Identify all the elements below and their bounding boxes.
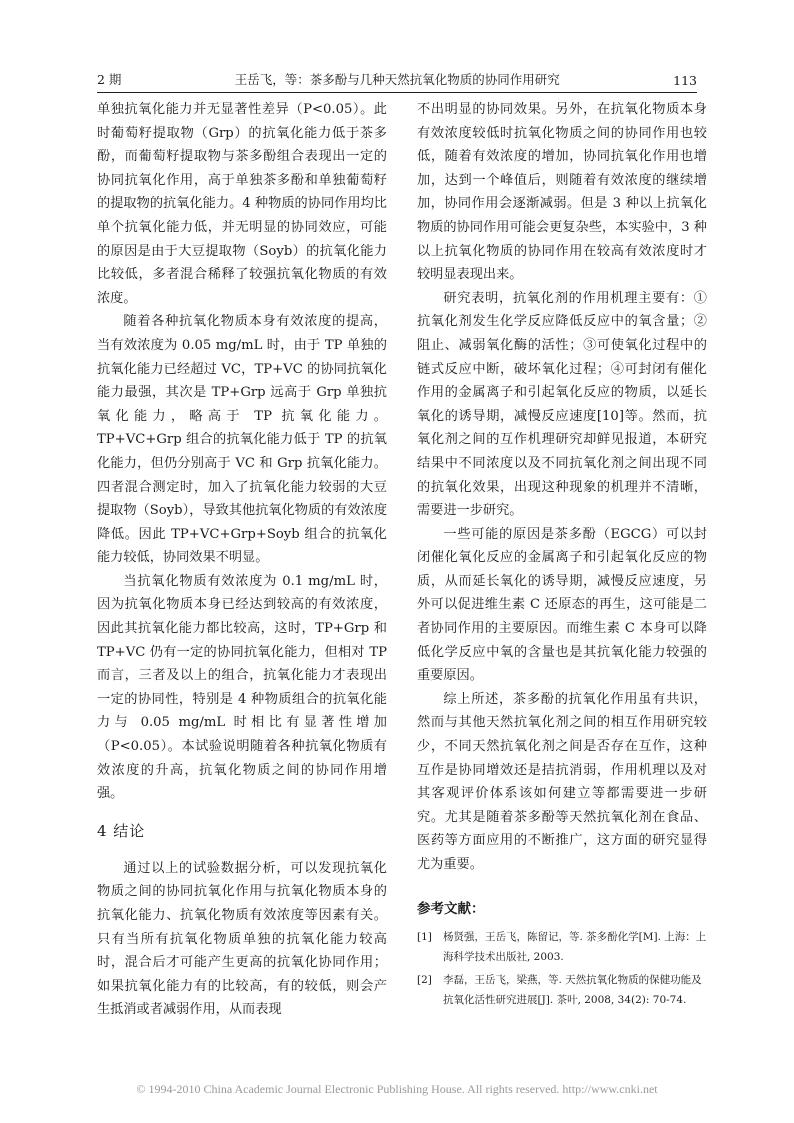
reference-item (417, 970, 707, 1010)
paragraph: 一些可能的原因是茶多酚（EGCG）可以封闭催化氧化反应的金属离子和引起氧化反应的物质，从而延长氧化的诱导期，减慢反应速度，另外可以促进维生素 C 还原态的再生，这可能是二者协同作用的主要原因。而维生素 C 本身可以降低化学反应中氧的含量也是其抗氧化能力较强的重要原因。 (417, 526, 707, 684)
reference-text: 李磊，王岳飞，梁燕，等. 天然抗氧化物质的保健功能及抗氧化活性研究进展[J]. 茶叶, 2008, 34(2): 70-74. (443, 973, 702, 1006)
paragraph: 当抗氧化物质有效浓度为 0.1 mg/mL 时，因为抗氧化物质本身已经达到较高的有效浓度，因此其抗氧化能力都比较高，这时，TP+Grp 和 TP+VC 仍有一定的协同抗氧化能力，但相对 TP 而言，三者及以上的组合，抗氧化能力才表现出一定的协同性，特别是 4 种物质组合的抗氧化能力与 0.05 mg/mL 时相比有显著性增加（P<0.05）。本试验说明随着各种抗氧化物质有效浓度的升高，抗氧化物质之间的协同作用增强。 (97, 573, 387, 802)
paragraph: 不出明显的协同效果。另外，在抗氧化物质本身有效浓度较低时抗氧化物质之间的协同作用也较低，随着有效浓度的增加，协同抗氧化作用也增加，达到一个峰值后，则随着有效浓度的继续增加，协同作用会逐渐减弱。但是 3 种以上抗氧化物质的协同作用可能会更复杂些，本实验中，3 种以上抗氧化物质的协同作用在较高有效浓度时才较明显表现出来。 (417, 102, 707, 283)
paragraph: 通过以上的试验数据分析，可以发现抗氧化物质之间的协同抗氧化作用与抗氧化物质本身的抗氧化能力、抗氧化物质有效浓度等因素有关。只有当所有抗氧化物质单独的抗氧化能力较高时，混合后才可能产生更高的抗氧化协同作用；如果抗氧化能力有的比较高，有的较低，则会产生抵消或者减弱作用，从而表现 (97, 860, 387, 1018)
reference-number: [1] (417, 930, 432, 943)
reference-number: [2] (417, 973, 432, 986)
reference-text: 杨贤强，王岳飞，陈留记，等. 茶多酚化学[M]. 上海：上海科学技术出版社, 2003. (443, 930, 707, 963)
references-heading: 参考文献： (417, 900, 485, 917)
copyright-footer: © 1994-2010 China Academic Journal Electronic Publishing House. All rights reserved. http://www.cnki.net (136, 1082, 658, 1096)
running-title: 王岳飞，等：茶多酚与几种天然抗氧化物质的协同作用研究 (234, 72, 560, 87)
paragraph: 单独抗氧化能力并无显著性差异（P<0.05）。此时葡萄籽提取物（Grp）的抗氧化能力低于茶多酚，而葡萄籽提取物与茶多酚组合表现出一定的协同抗氧化作用，高于单独茶多酚和单独葡萄籽的提取物的抗氧化能力。4 种物质的协同作用均比单个抗氧化能力低，并无明显的协同效应，可能的原因是由于大豆提取物（Soyb）的抗氧化能力比较低，多者混合稀释了较强抗氧化物质的有效浓度。 (97, 102, 387, 306)
left-column (97, 98, 387, 1022)
paragraph: 综上所述，茶多酚的抗氧化作用虽有共识，然而与其他天然抗氧化剂之间的相互作用研究较少，不同天然抗氧化剂之间是否存在互作，这种互作是协同增效还是拮抗消弱，作用机理以及对其客观评价体系该如何建立等都需要进一步研究。尤其是随着茶多酚等天然抗氧化剂在食品、医药等方面应用的不断推广，这方面的研究显得尤为重要。 (417, 691, 707, 872)
paragraph: 随着各种抗氧化物质本身有效浓度的提高，当有效浓度为 0.05 mg/mL 时，由于 TP 单独的抗氧化能力已经超过 VC，TP+VC 的协同抗氧化能力最强，其次是 TP+Grp 远高于 Grp 单独抗氧化能力，略高于 TP 抗氧化能力。TP+VC+Grp 组合的抗氧化能力低于 TP 的抗氧化能力，但仍分别高于 VC 和 Grp 抗氧化能力。四者混合测定时，加入了抗氧化能力较弱的大豆提取物（Soyb），导致其他抗氧化物质的有效浓度降低。因此 TP+VC+Grp+Soyb 组合的抗氧化能力较低，协同效果不明显。 (97, 314, 388, 566)
page-number: 113 (673, 73, 697, 88)
running-header (97, 66, 697, 93)
paragraph: 研究表明，抗氧化剂的作用机理主要有：①抗氧化剂发生化学反应降低反应中的氧含量；②阻止、减弱氧化酶的活性；③可使氧化过程中的链式反应中断，破坏氧化过程；④可封闭有催化作用的金属离子和引起氧化反应的物质，以延长氧化的诱导期，减慢反应速度[10]等。然而，抗氧化剂之间的互作机理研究却鲜见报道，本研究结果中不同浓度以及不同抗氧化剂之间出现不同的抗氧化效果，出现这种现象的机理并不清晰，需要进一步研究。 (417, 290, 707, 519)
right-column (417, 98, 707, 1013)
issue-number: 2 期 (97, 72, 122, 87)
reference-item (417, 927, 707, 967)
section-heading-conclusion: 4 结论 (97, 821, 146, 840)
